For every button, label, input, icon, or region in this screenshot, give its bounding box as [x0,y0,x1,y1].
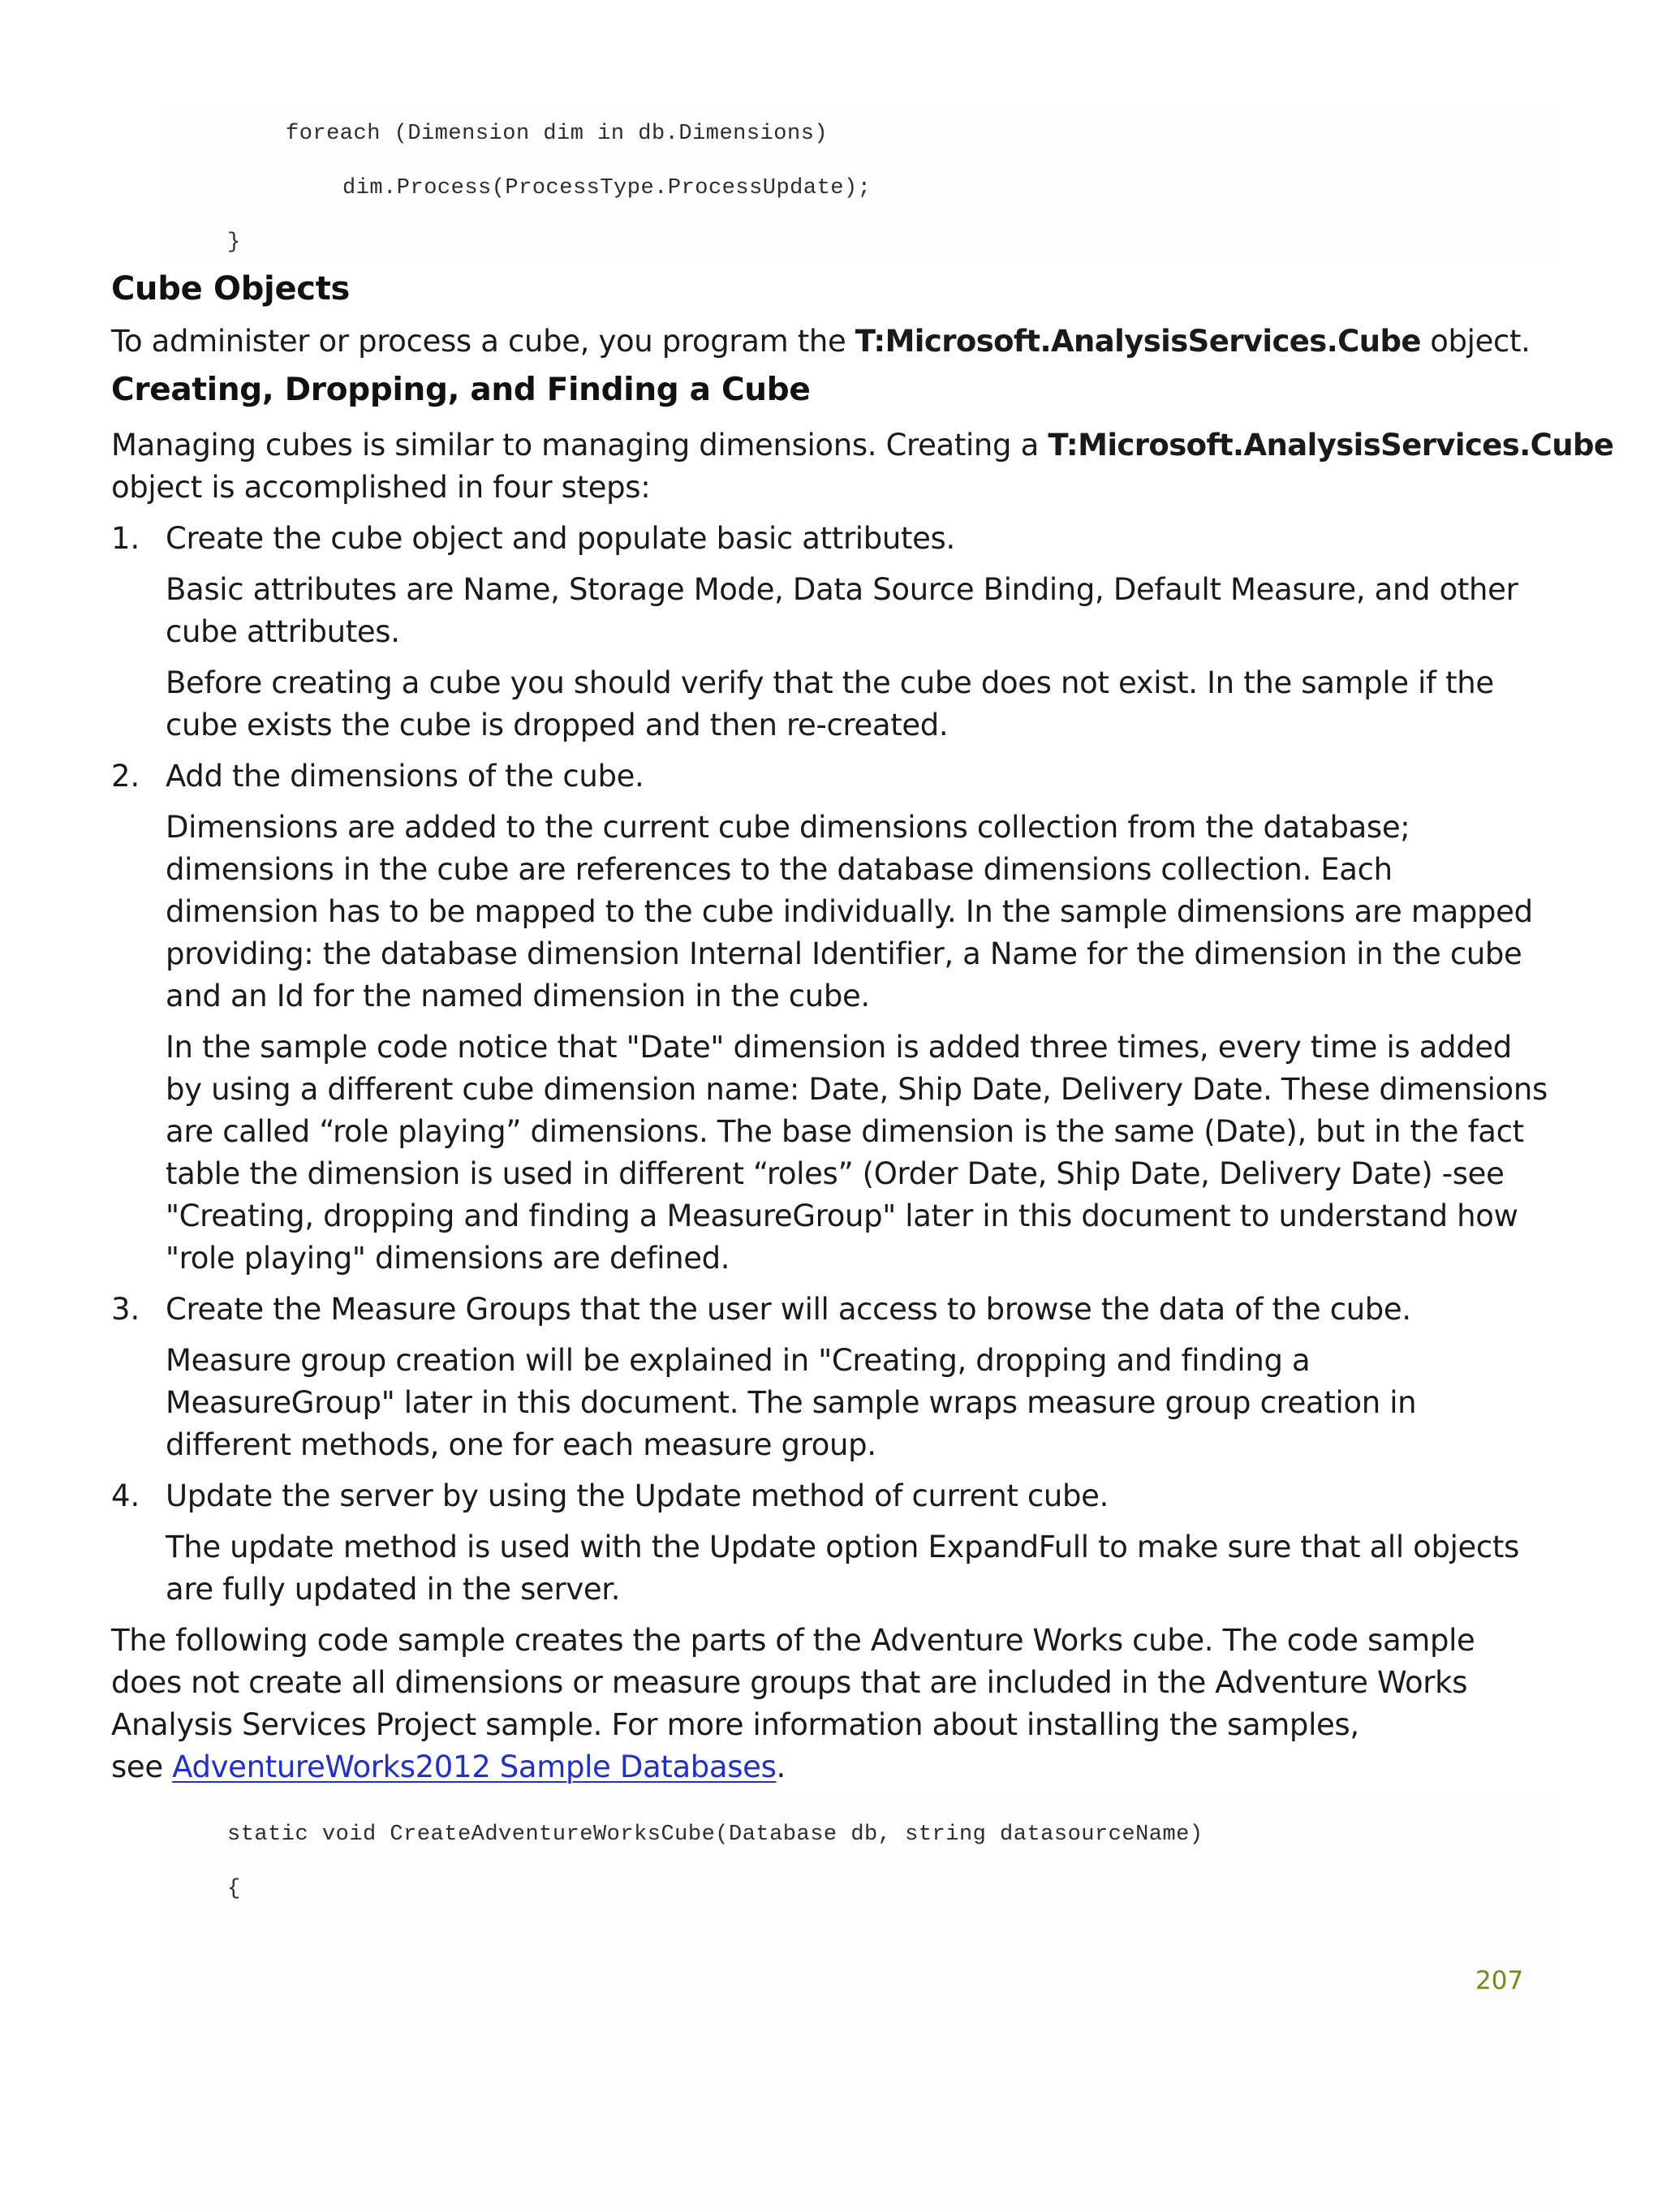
section-heading: Cube Objects [111,270,351,308]
step-paragraph-line: and an Id for the named dimension in the cube. [166,979,870,1013]
step-paragraph-line: different methods, one for each measure group. [166,1427,876,1462]
code-line: { [227,1877,241,1901]
closing-paragraph-line: Analysis Services Project sample. For more information about installing the samples, [111,1707,1359,1742]
step-paragraph-line: Before creating a cube you should verify that the cube does not exist. In the sample if the [166,665,1494,700]
step-title: Create the cube object and populate basic attributes. [166,521,955,556]
step-paragraph-line: Basic attributes are Name, Storage Mode, Data Source Binding, Default Measure, and other [166,572,1518,607]
code-line: foreach (Dimension dim in db.Dimensions) [286,122,829,146]
step-paragraph-line: "Creating, dropping and finding a MeasureGroup" later in this document to understand how [166,1199,1518,1233]
step-paragraph-line: table the dimension is used in different “roles” (Order Date, Ship Date, Delivery Date) -see [166,1156,1505,1191]
subsection-heading: Creating, Dropping, and Finding a Cube [111,372,811,408]
code-block-background [162,1797,1558,2212]
code-line: dim.Process(ProcessType.ProcessUpdate); [342,176,872,200]
code-line: } [227,230,241,255]
step-paragraph-line: MeasureGroup" later in this document. The sample wraps measure group creation in [166,1385,1417,1420]
step-number: 1. [111,521,140,556]
sample-databases-link[interactable]: AdventureWorks2012 Sample Databases [172,1749,777,1784]
closing-paragraph-line: does not create all dimensions or measure groups that are included in the Adventure Works [111,1665,1468,1700]
closing-paragraph-line: see AdventureWorks2012 Sample Databases. [111,1749,786,1784]
step-paragraph-line: are called “role playing” dimensions. The base dimension is the same (Date), but in the fact [166,1114,1524,1149]
section-intro: To administer or process a cube, you program the T:Microsoft.AnalysisServices.Cube object. [111,324,1531,359]
step-number: 4. [111,1478,140,1513]
page-number: 207 [1475,1966,1524,1995]
step-paragraph-line: dimensions in the cube are references to the database dimensions collection. Each [166,852,1393,887]
step-paragraph-line: Measure group creation will be explained in "Creating, dropping and finding a [166,1343,1311,1378]
step-paragraph-line: Dimensions are added to the current cube dimensions collection from the database; [166,810,1410,845]
step-paragraph-line: cube attributes. [166,614,400,649]
step-paragraph-line: by using a different cube dimension name: Date, Ship Date, Delivery Date. These dimensions [166,1072,1548,1107]
step-paragraph-line: providing: the database dimension Internal Identifier, a Name for the dimension in the cube [166,936,1522,971]
step-title: Add the dimensions of the cube. [166,759,644,794]
step-paragraph-line: cube exists the cube is dropped and then re-created. [166,708,949,742]
step-paragraph-line: "role playing" dimensions are defined. [166,1241,730,1276]
step-paragraph-line: In the sample code notice that "Date" dimension is added three times, every time is added [166,1030,1512,1065]
subsection-intro-line: object is accomplished in four steps: [111,470,651,505]
code-line: static void CreateAdventureWorksCube(Database db, string datasourceName) [227,1823,1203,1847]
subsection-intro-line: Managing cubes is similar to managing dimensions. Creating a T:Microsoft.AnalysisServices.Cube [111,428,1614,463]
step-paragraph-line: are fully updated in the server. [166,1572,621,1607]
step-number: 3. [111,1292,140,1327]
step-title: Create the Measure Groups that the user will access to browse the data of the cube. [166,1292,1411,1327]
step-paragraph-line: dimension has to be mapped to the cube individually. In the sample dimensions are mapped [166,894,1533,929]
step-paragraph-line: The update method is used with the Update option ExpandFull to make sure that all objects [166,1530,1520,1564]
closing-paragraph-line: The following code sample creates the parts of the Adventure Works cube. The code sample [111,1623,1475,1658]
step-number: 2. [111,759,140,794]
step-title: Update the server by using the Update method of current cube. [166,1478,1109,1513]
